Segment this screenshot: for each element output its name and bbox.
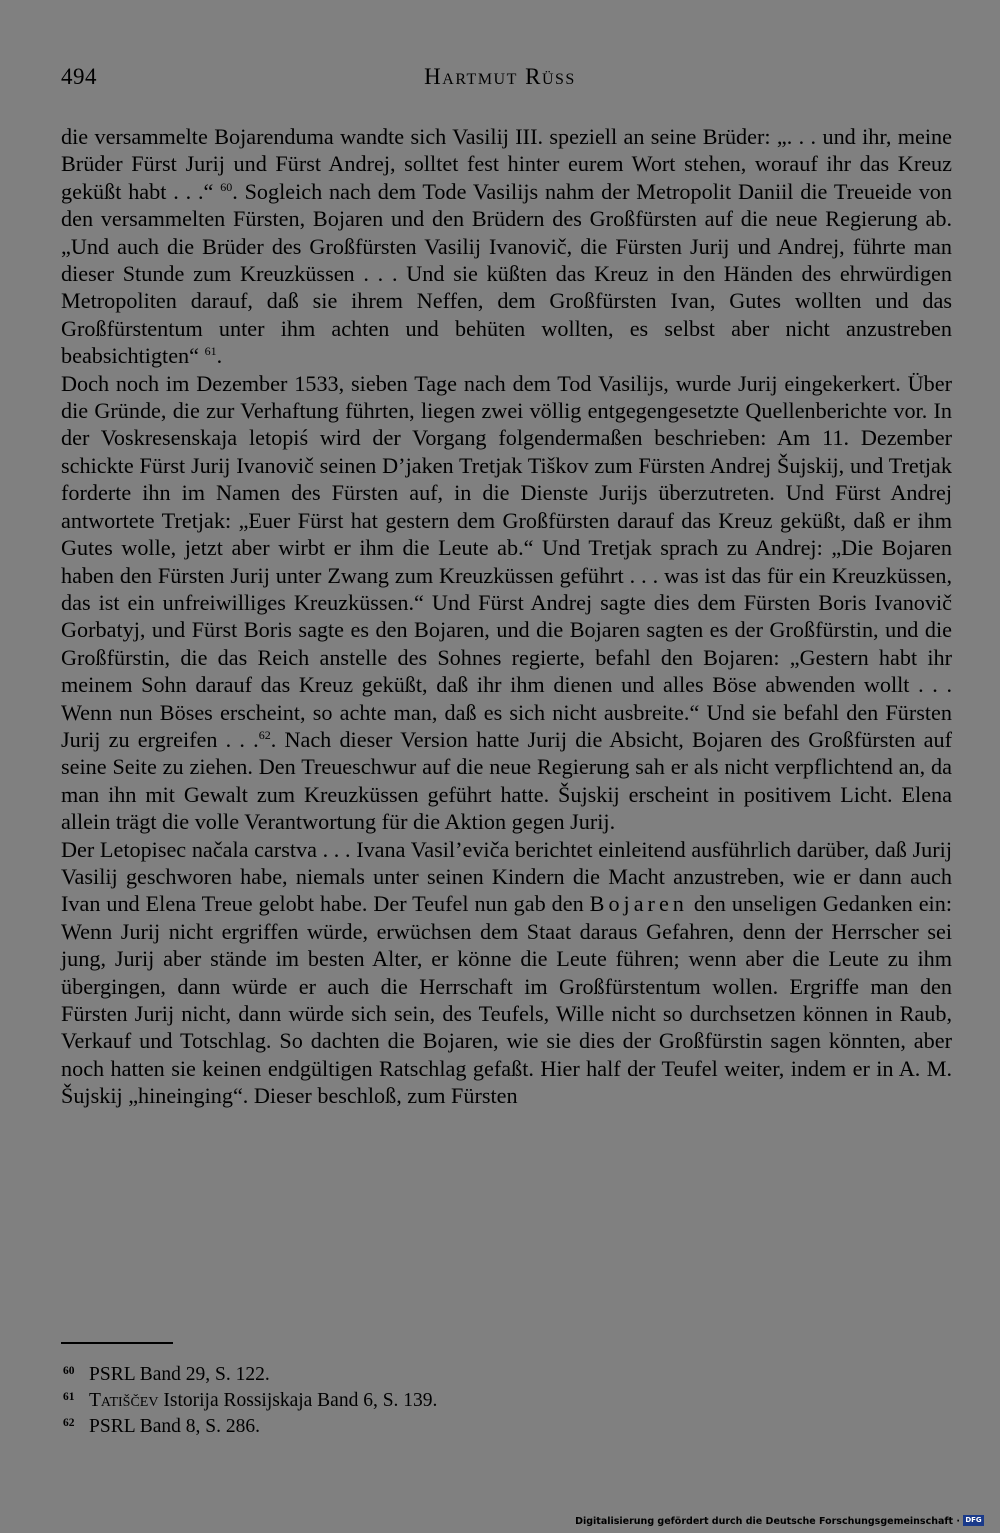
footnote-rule [61,1342,173,1344]
text-run: den unseligen Gedanken ein: Wenn Jurij nicht ergriffen würde, erwüchsen dem Staat daraus Gefahren, denn der Herrscher sei jung, Jurij aber stände im besten Alter, er könne die Leute führen; wenn aber die Leute zu ihm übergingen, dann würde er auch die Herrschaft im Großfürstentum wollen. Ergriffe man den Fürsten Jurij nicht, dann würde sich sein, des Teufels, Wille nicht so durchsetzen können in Raub, Verkauf und Totschlag. So dachten die Bojaren, wie sie dies der Großfürstin sagen könnten, aber noch hatten sie keinen endgültigen Ratschlag gefaßt. Hier half der Teufel weiter, indem er in A. M. Šujskij „hineinging“. Dieser beschloß, zum Fürsten [61,891,952,1109]
text-run: . [216,343,223,369]
footnote-text: PSRL Band 29, S. 122. [89,1364,270,1385]
dfg-logo: DFG [963,1515,984,1526]
footnote-text: PSRL Band 8, S. 286. [89,1416,261,1437]
footnote [63,1412,437,1438]
paragraph [61,836,952,1110]
body-text [61,123,952,1110]
footnote-text: Istorija Rossijskaja Band 6, S. 139. [158,1390,438,1411]
text-run: Der Letopisec načala carstva . . . Ivana Vasil’eviča berichtet einleitend ausführlich darüber, daß Jurij Vasilij geschworen habe, niemals unter seinen Kindern die Macht anzustreben, wie er dann auch Ivan und Elena Treue gelobt habe. Der Teufel nun gab den [61,836,952,917]
funding-credit: Digitalisierung gefördert durch die Deutsche Forschungsgemeinschaft · [575,1516,960,1527]
footnote [63,1386,437,1412]
footnote-ref[interactable]: 61 [204,344,217,359]
paragraph [61,123,952,370]
text-run: Doch noch im Dezember 1533, sieben Tage nach dem Tod Vasilijs, wurde Jurij eingekerkert. Über die Gründe, die zur Verhaftung führten, liegen zwei völlig entgegengesetzte Quellenberichte vor. In der Voskresenskaja letopiś wird der Vorgang folgendermaßen beschrieben: Am 11. Dezember schickte Fürst Jurij Ivanovič seinen D’jaken Tretjak Tiškov zum Fürsten Andrej Šujskij, und Tretjak forderte ihn im Namen des Fürsten auf, in die Dienste Jurijs überzutreten. Und Fürst Andrej antwortete Tretjak: „Euer Fürst hat gestern dem Großfürsten darauf das Kreuz geküßt, daß er ihm Gutes wolle, jetzt aber wirbt er ihm die Leute ab.“ Und Tretjak sprach zu Andrej: „Die Bojaren haben den Fürsten Jurij unter Zwang zum Kreuzküssen geführt . . . was ist das für ein Kreuzküssen, das ist ein unfreiwilliges Kreuzküssen.“ Und Fürst Andrej sagte dies dem Fürsten Boris Ivanovič Gorbatyj, und Fürst Boris sagte es den Bojaren, und die Bojaren sagten es der Großfürstin, und die Großfürstin, die das Reich anstelle des Sohnes regierte, befahl den Bojaren: „Gestern habt ihr meinem Sohn darauf das Kreuz geküßt, daß ihr ihm dienen und alles Böse abwenden wollt . . . Wenn nun Böses erscheint, so achte man, daß es sich nicht ausbreite.“ Und sie befahl den Fürsten Jurij zu ergreifen . . . [61,370,952,752]
text-run: . Sogleich nach dem Tode Vasilijs nahm der Metropolit Daniil die Treueide von den versammelten Fürsten, Bojaren und den Brüdern des Großfürsten auf die neue Regierung ab. „Und auch die Brüder des Großfürsten Vasilij Ivanovič, die Fürsten Jurij und Andrej, führte man dieser Stunde zum Kreuzküssen . . . Und sie küßten das Kreuz in den Händen des ehrwürdigen Metropoliten darauf, daß sie ihrem Neffen, dem Großfürsten Ivan, Gutes wollten und das Großfürstentum unter ihm achten und behüten wollten, es selbst aber nicht anzustreben beabsichtigten“ [61,178,952,369]
text-run: die versammelte Bojarenduma wandte sich Vasilij III. speziell an seine Brüder: „. . . und ihr, meine Brüder Fürst Jurij und Fürst Andrej, solltet fest hinter eurem Wort stehen, worauf ihr das Kreuz geküßt habt . . .“ [61,124,952,204]
footnote-mark: 61 [63,1391,75,1403]
page-number: 494 [61,64,97,89]
footnote-mark: 60 [63,1365,75,1377]
footnote-mark: 62 [63,1417,75,1429]
footnote-ref[interactable]: 62 [258,727,271,742]
footnote-ref[interactable]: 60 [220,179,233,194]
footnote-author: Tatiščev [89,1390,159,1411]
paragraph [61,370,952,836]
footnotes [63,1360,437,1438]
running-head: Hartmut Rüss [424,64,576,89]
spaced-text: Bojaren [589,891,688,917]
text-run: . Nach dieser Version hatte Jurij die Absicht, Bojaren des Großfürsten auf seine Seite zu ziehen. Den Treueschwur auf die neue Regierung sah er als nicht verpflichtend an, da man ihn mit Gewalt zum Kreuzküssen geführt hatte. Šujskij erscheint in positivem Licht. Elena allein trägt die volle Verantwortung für die Aktion gegen Jurij. [61,726,952,835]
footnote [63,1360,437,1386]
